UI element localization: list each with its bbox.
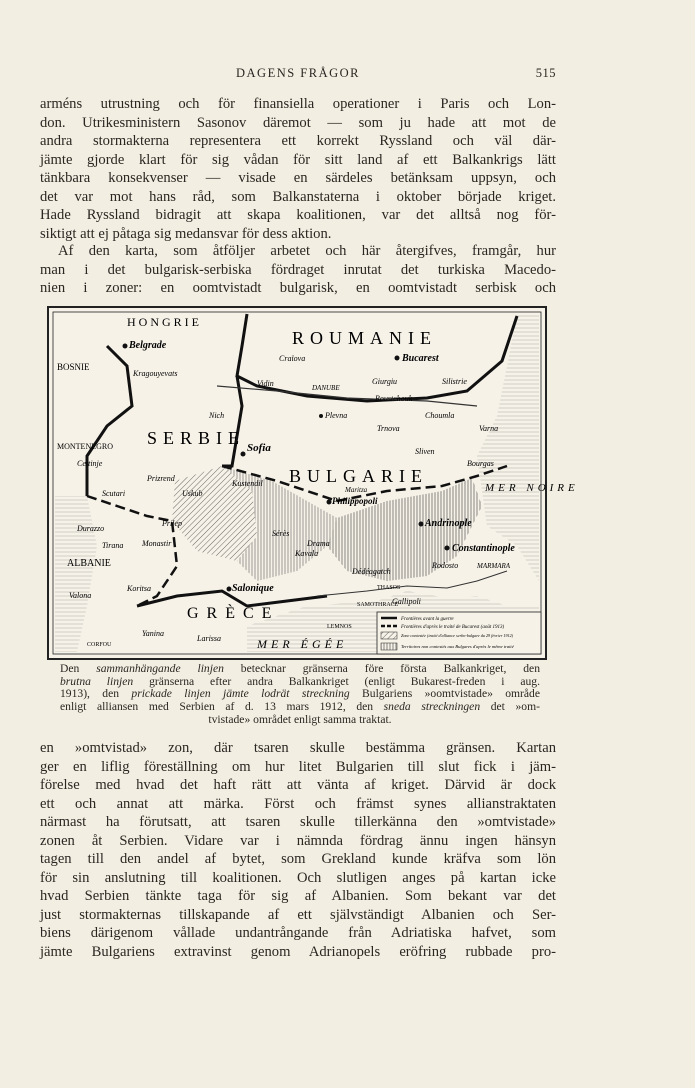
label-serbie: SERBIE xyxy=(147,428,246,448)
city-bourgas: Bourgas xyxy=(467,459,494,468)
label-samothrace: SAMOTHRACE xyxy=(357,602,399,608)
caption-text: Bulgariens »oomtvistade» område xyxy=(349,687,540,701)
text-line: arméns utrustning och för finansiella operationer i Paris och Lon- xyxy=(40,96,556,112)
city-philippopoli: Philippopoli xyxy=(332,496,378,506)
text-line: man i det bulgarisk-serbiska fördraget inrutat det turkiska Macedo- xyxy=(40,261,556,278)
header-title: DAGENS FRÅGOR xyxy=(235,66,361,80)
running-header xyxy=(40,66,556,84)
city-kustendil: Kustendil xyxy=(232,479,263,488)
label-bulgarie: BULGARIE xyxy=(289,466,428,486)
label-marmara: MARMARA xyxy=(477,562,511,570)
city-monastir: Monastir xyxy=(142,539,172,548)
text-line: tagen till den andel af bytet, som Grekland kunde kräfva som lön xyxy=(40,851,556,868)
caption-emphasis: prickade linjen jämte lodrät streckning xyxy=(131,687,350,701)
caption-text: 1913), den xyxy=(60,687,132,701)
city-dot xyxy=(227,587,232,592)
caption-emphasis: sammanhängande linjen xyxy=(96,662,224,675)
city-uskub: Uskub xyxy=(182,489,203,498)
city-sliven: Sliven xyxy=(415,447,435,456)
city-kavala: Kavala xyxy=(295,549,319,558)
city-dot xyxy=(419,522,424,527)
text-line: ger en liflig föreställning om hur litet Bulgarien till slut fick i jäm- xyxy=(40,758,556,775)
text-line: för sin anslutning till koalitionen. Och slutligen anges på kartan icke xyxy=(40,869,556,886)
city-prizrend: Prizrend xyxy=(147,474,175,483)
city-dot xyxy=(241,452,246,457)
city-craiova: Craïova xyxy=(279,354,306,363)
city-rodosto: Rodosto xyxy=(432,561,459,570)
text-line: ett och annat att märka. Först och främst synes allianstraktaten xyxy=(40,795,556,812)
city-bucarest: Bucarest xyxy=(402,353,439,364)
city-plevna: Plevna xyxy=(325,411,348,420)
city-andrinople: Andrinople xyxy=(425,518,472,529)
caption-text: enligt alliansen med Serbien af d. 13 mars 1912, den xyxy=(60,700,384,714)
legend-item: Frontières d'après le traité de Bucarest (août 1913) xyxy=(401,625,505,630)
city-yanina: Yanina xyxy=(142,629,164,638)
caption-text: betecknar gränserna före första Balkankriget, den xyxy=(223,662,540,675)
paragraph-2 xyxy=(40,242,556,298)
city-nich: Nich xyxy=(209,411,225,420)
city-gallipoli: Gallipoli xyxy=(392,597,421,606)
label-corfou: CORFOU xyxy=(87,642,112,648)
label-hongrie: HONGRIE xyxy=(127,315,202,329)
label-mer-egee: MER ÉGÉE xyxy=(257,637,348,651)
text-line: tänkbara konsekvenser — visade en särdeles betänksam uppsyn, och xyxy=(40,170,556,187)
label-mer-noire: MER NOIRE xyxy=(485,482,579,494)
text-line: andra stormakterna representera ett korrekt Ryssland och väl där- xyxy=(40,133,556,150)
text-line: biens därigenom vållade undantrångande från Adriatiska hafvet, som xyxy=(40,925,556,942)
city-larissa: Larissa xyxy=(197,634,222,643)
city-giurgiu: Giurgiu xyxy=(372,377,398,386)
city-belgrade: Belgrade xyxy=(129,340,167,351)
label-albanie: ALBANIE xyxy=(67,558,111,569)
city-dot xyxy=(395,356,400,361)
balkan-map xyxy=(47,306,579,660)
label-montenegro: MONTENEGRO xyxy=(57,442,113,451)
city-varna: Varna xyxy=(479,424,499,433)
caption-text: Den xyxy=(60,662,97,675)
caption-text: det »om- xyxy=(480,700,540,714)
city-dot xyxy=(123,344,128,349)
map-legend xyxy=(377,612,541,654)
city-salonique: Salonique xyxy=(232,583,274,594)
text-line: siktigt att ej påtaga sig medansvar för dess aktion. xyxy=(40,225,332,242)
text-line: det var mot hans råd, som Balkanstaterna i oktober började kriget. xyxy=(40,188,556,205)
city-kragouyevats: Kragouyevats xyxy=(133,369,178,378)
text-line: zonen åt Serbien. Vidare var i nämnda fördrag ännu ingen hänsyn xyxy=(40,832,556,849)
text-line: jämte Bulgariens extravinst genom Adrianopels eröfring rubbade pro- xyxy=(40,944,556,961)
legend-item: Frontières avant la guerre xyxy=(401,617,454,622)
city-trnova: Trnova xyxy=(377,424,400,433)
label-maritza: Maritza xyxy=(345,486,368,494)
city-prilep: Prilep xyxy=(162,519,182,528)
text-line: Af den karta, som åtföljer arbetet och här återgifves, framgår, hur xyxy=(58,243,556,259)
caption-emphasis: brutna linjen xyxy=(60,674,134,688)
city-roustchouk: Roustchouk xyxy=(375,394,413,403)
label-grece: GRÈCE xyxy=(187,605,280,622)
city-valona: Valona xyxy=(69,591,92,600)
legend-swatch-vertical xyxy=(381,643,397,650)
city-constantinople: Constantinople xyxy=(452,543,515,554)
label-bosnie: BOSNIE xyxy=(57,362,90,372)
text-line: nien i zoner: en oomtvistadt bulgarisk, en oomtvistadt serbisk och xyxy=(40,280,556,297)
text-line: hvad Serbien tänkte taga för sig af Albanien. Som bekant var det xyxy=(40,888,556,905)
map-caption xyxy=(60,663,540,727)
city-koritsa: Koritsa xyxy=(127,584,152,593)
label-thasos: THASOS xyxy=(377,585,401,591)
city-seres: Sérès xyxy=(272,529,290,538)
text-line: förelse med hvad det haft rätt att vänta af kriget. Därvid är dock xyxy=(40,777,556,794)
label-danube: DANUBE xyxy=(312,384,340,392)
text-line: just stormakternas tillskapande af ett självständigt Albanien och Ser- xyxy=(40,906,556,923)
city-dot xyxy=(327,500,332,505)
city-tirana: Tirana xyxy=(102,541,124,550)
caption-line xyxy=(60,714,540,727)
city-durazzo: Durazzo xyxy=(77,524,105,533)
city-dot xyxy=(445,546,450,551)
city-drama: Drama xyxy=(307,539,330,548)
page-number: 515 xyxy=(535,66,556,80)
text-line: en »omtvistad» zon, där tsaren skulle bestämma gränsen. Kartan xyxy=(40,740,556,756)
caption-text: gränserna efter andra Balkankriget (enligt Bukarest-freden i aug. xyxy=(133,674,540,688)
label-roumanie: ROUMANIE xyxy=(292,328,437,348)
caption-emphasis: sneda streckningen xyxy=(383,700,481,714)
city-vidin: Vidin xyxy=(257,379,274,388)
legend-item: Territoires non contestés aux Bulgares d'après le même traité xyxy=(401,644,514,649)
text-line: Hade Ryssland bidragit att skapa koalitionen, var det alltså nog för- xyxy=(40,207,556,224)
caption-text: tvistade» området enligt samma traktat. xyxy=(208,712,392,726)
label-lemnos: LEMNOS xyxy=(327,624,352,630)
city-sofia: Sofia xyxy=(247,442,271,454)
city-dedeagatch: Dédéagatch xyxy=(352,567,391,576)
city-scutari: Scutari xyxy=(102,489,126,498)
city-choumla: Choumla xyxy=(425,411,455,420)
text-line: jämte gjorde klart för sig vådan för sitt land af ett Balkankrigs lätt xyxy=(40,151,556,168)
city-dot xyxy=(319,414,323,418)
legend-swatch-diagonal xyxy=(381,632,397,639)
paragraph-3 xyxy=(40,739,556,962)
text-line: don. Utrikesministern Sasonov däremot — som ju hade att mot de xyxy=(40,114,556,131)
legend-item: Zone contestée (traité d'alliance serbo-bulgare du 29 février 1912) xyxy=(401,633,514,638)
city-cettinje: Cettinje xyxy=(77,459,103,468)
paragraph-1 xyxy=(40,95,556,243)
text-line: närmast ha förutsatt, att tsaren skulle tillerkänna den »omtvistade» xyxy=(40,814,556,831)
city-silistrie: Silistrie xyxy=(442,377,467,386)
